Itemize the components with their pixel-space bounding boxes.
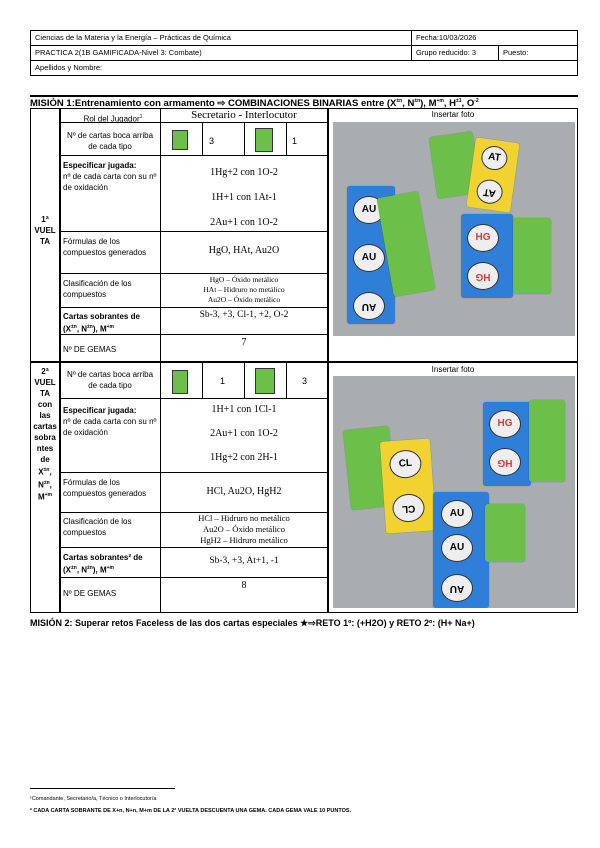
card-au-2: AU: [353, 244, 385, 272]
round1-plays: [160, 160, 328, 235]
round2-classif-2: Au2O – Óxido metálico: [203, 524, 285, 534]
position-cell: Puesto:: [499, 46, 578, 61]
group-cell: Grupo reducido: 3: [412, 46, 499, 61]
card-at-2: AT: [475, 178, 504, 205]
round2-leftover-label: Cartas sobrantes² de ($X^{\pm n}$, $N^{\pm n}$), $M^{+m}$: [63, 553, 143, 575]
subject-cell: Ciencias de la Materia y la Energía – Prácticas de Química: [31, 31, 412, 46]
photo1-label: Insertar foto: [431, 110, 475, 119]
round1-classif: [160, 275, 328, 305]
card-au-4: AU: [441, 500, 473, 528]
round2-classif-1: HCl – Hidruro no metálico: [198, 513, 290, 523]
card-cl-1: CL: [389, 449, 423, 479]
card-hg-3: HG: [489, 410, 521, 438]
role-label: Rol del Jugador$^1$: [83, 114, 143, 124]
date-cell: Fecha:10/03/2026: [412, 31, 578, 46]
card-type-icon-1: [172, 130, 188, 155]
card-count-1: 3: [209, 136, 215, 146]
round1-gems: 7: [241, 337, 247, 348]
card-au-5: AU: [441, 534, 473, 562]
round1-leftover: Sb-3, +3, Cl-1, +2, O-2: [199, 310, 289, 320]
gems-label: Nº DE GEMAS: [63, 345, 117, 354]
round2-card-type-icon-1: [172, 370, 188, 399]
formulas-label: Fórmulas de los compuestos generados: [63, 237, 147, 257]
round2-play-label: Especificar jugada: nº de cada carta con su nº de oxidación: [63, 406, 157, 437]
classif-3: Au2O – Óxido metálico: [207, 295, 281, 304]
leftover-label: Cartas sobrantes de ($X^{\pm n}$, $N^{\pm n}$), $M^{+m}$: [63, 312, 140, 334]
round2-formulas: HCl, Au2O, HgH2: [206, 486, 282, 497]
names-cell: Apellidos y Nombre:: [31, 61, 578, 76]
card-hg-4: HG: [489, 448, 521, 476]
photo2-image: [333, 376, 575, 608]
classif-1: HgO – Óxido metálico: [209, 275, 279, 284]
round1-label: 1ª VUEL TA: [34, 215, 56, 246]
round1-formulas: HgO, HAt, Au2O: [208, 245, 280, 256]
card-at-1: AT: [480, 144, 509, 171]
classif-2: HAt – Hidruro no metálico: [203, 285, 285, 294]
round2-cards-label: Nº de cartas boca arriba de cada tipo: [66, 370, 154, 390]
photo2-label: Insertar foto: [431, 365, 475, 374]
round2-card-type-icon-2: [255, 368, 275, 399]
card-count-2: 1: [292, 136, 298, 146]
round2-gems: 8: [241, 580, 247, 591]
practice-cell: PRACTICA 2(1B GAMIFICADA-Nivel 3: Combate): [31, 46, 412, 61]
round2-play-2: 2Au+1 con 1O-2: [210, 428, 278, 439]
play-1: 1Hg+2 con 1O-2: [210, 167, 278, 178]
card-hg-1: HG: [467, 224, 499, 252]
card-cl-2: CL: [392, 493, 426, 523]
classif-label: Clasificación de los compuestos: [63, 279, 132, 299]
round2-label: 2ª VUEL TA con las cartas sobra ntes de $X^{\pm n}$, $N^{\pm n}$, $M^{+m}$: [33, 367, 57, 502]
play-label: Especificar jugada: nº de cada carta con su nº de oxidación: [63, 161, 157, 192]
round2-play-1: 1H+1 con 1Cl-1: [211, 404, 277, 415]
mission1-title: MISIÓN 1:Entrenamiento con armamento ⇨ COMBINACIONES BINARIAS entre ($X^{\pm n}$, $N^{\pm n}$), $M^{+m}$, $H^{\pm 1}$, $O^{-2}$: [30, 95, 578, 111]
card-type-icon-2: [255, 128, 273, 157]
round2-formulas-label: Fórmulas de los compuestos generados: [63, 478, 147, 498]
round2-classif: [160, 513, 328, 546]
card-hg-2: HG: [467, 262, 499, 290]
card-au-1: AU: [353, 196, 385, 224]
header-table: [30, 30, 578, 76]
mission2-title: MISIÓN 2: Superar retos Faceless de las dos cartas especiales ★⇨RETO 1º: (+H2O) y RETO 2º: (H+ Na+): [30, 618, 475, 628]
round2-card-count-2: 3: [302, 376, 308, 386]
card-au-6: AU: [441, 574, 473, 602]
round2-play-3: 1Hg+2 con 2H-1: [210, 452, 278, 463]
round2-classif-label: Clasificación de los compuestos: [63, 517, 132, 537]
round2-leftover: Sb-3, +3, At+1, -1: [209, 556, 279, 566]
cards-label: Nº de cartas boca arriba de cada tipo: [66, 131, 154, 151]
round2-plays: [160, 398, 328, 470]
round2-classif-3: HgH2 – Hidruro metálico: [200, 535, 288, 545]
play-2: 1H+1 con 1At-1: [211, 192, 277, 203]
play-3: 2Au+1 con 1O-2: [210, 217, 278, 228]
footnote-1: ¹Comandante, Secretario/a, Técnico o Interlocutor/a: [30, 796, 157, 802]
photo1-image: [333, 122, 575, 336]
role-value: Secretario - Interlocutor: [191, 109, 297, 121]
card-au-3: AU: [353, 292, 385, 320]
round2-card-count-1: 1: [220, 376, 226, 386]
round2-gems-label: Nº DE GEMAS: [63, 589, 117, 598]
footnote-2: ² CADA CARTA SOBRANTE DE X+n, N+n, M+m DE LA 2ª VUELTA DESCUENTA UNA GEMA. CADA GEMA VALE 10 PUNTOS.: [30, 808, 352, 814]
